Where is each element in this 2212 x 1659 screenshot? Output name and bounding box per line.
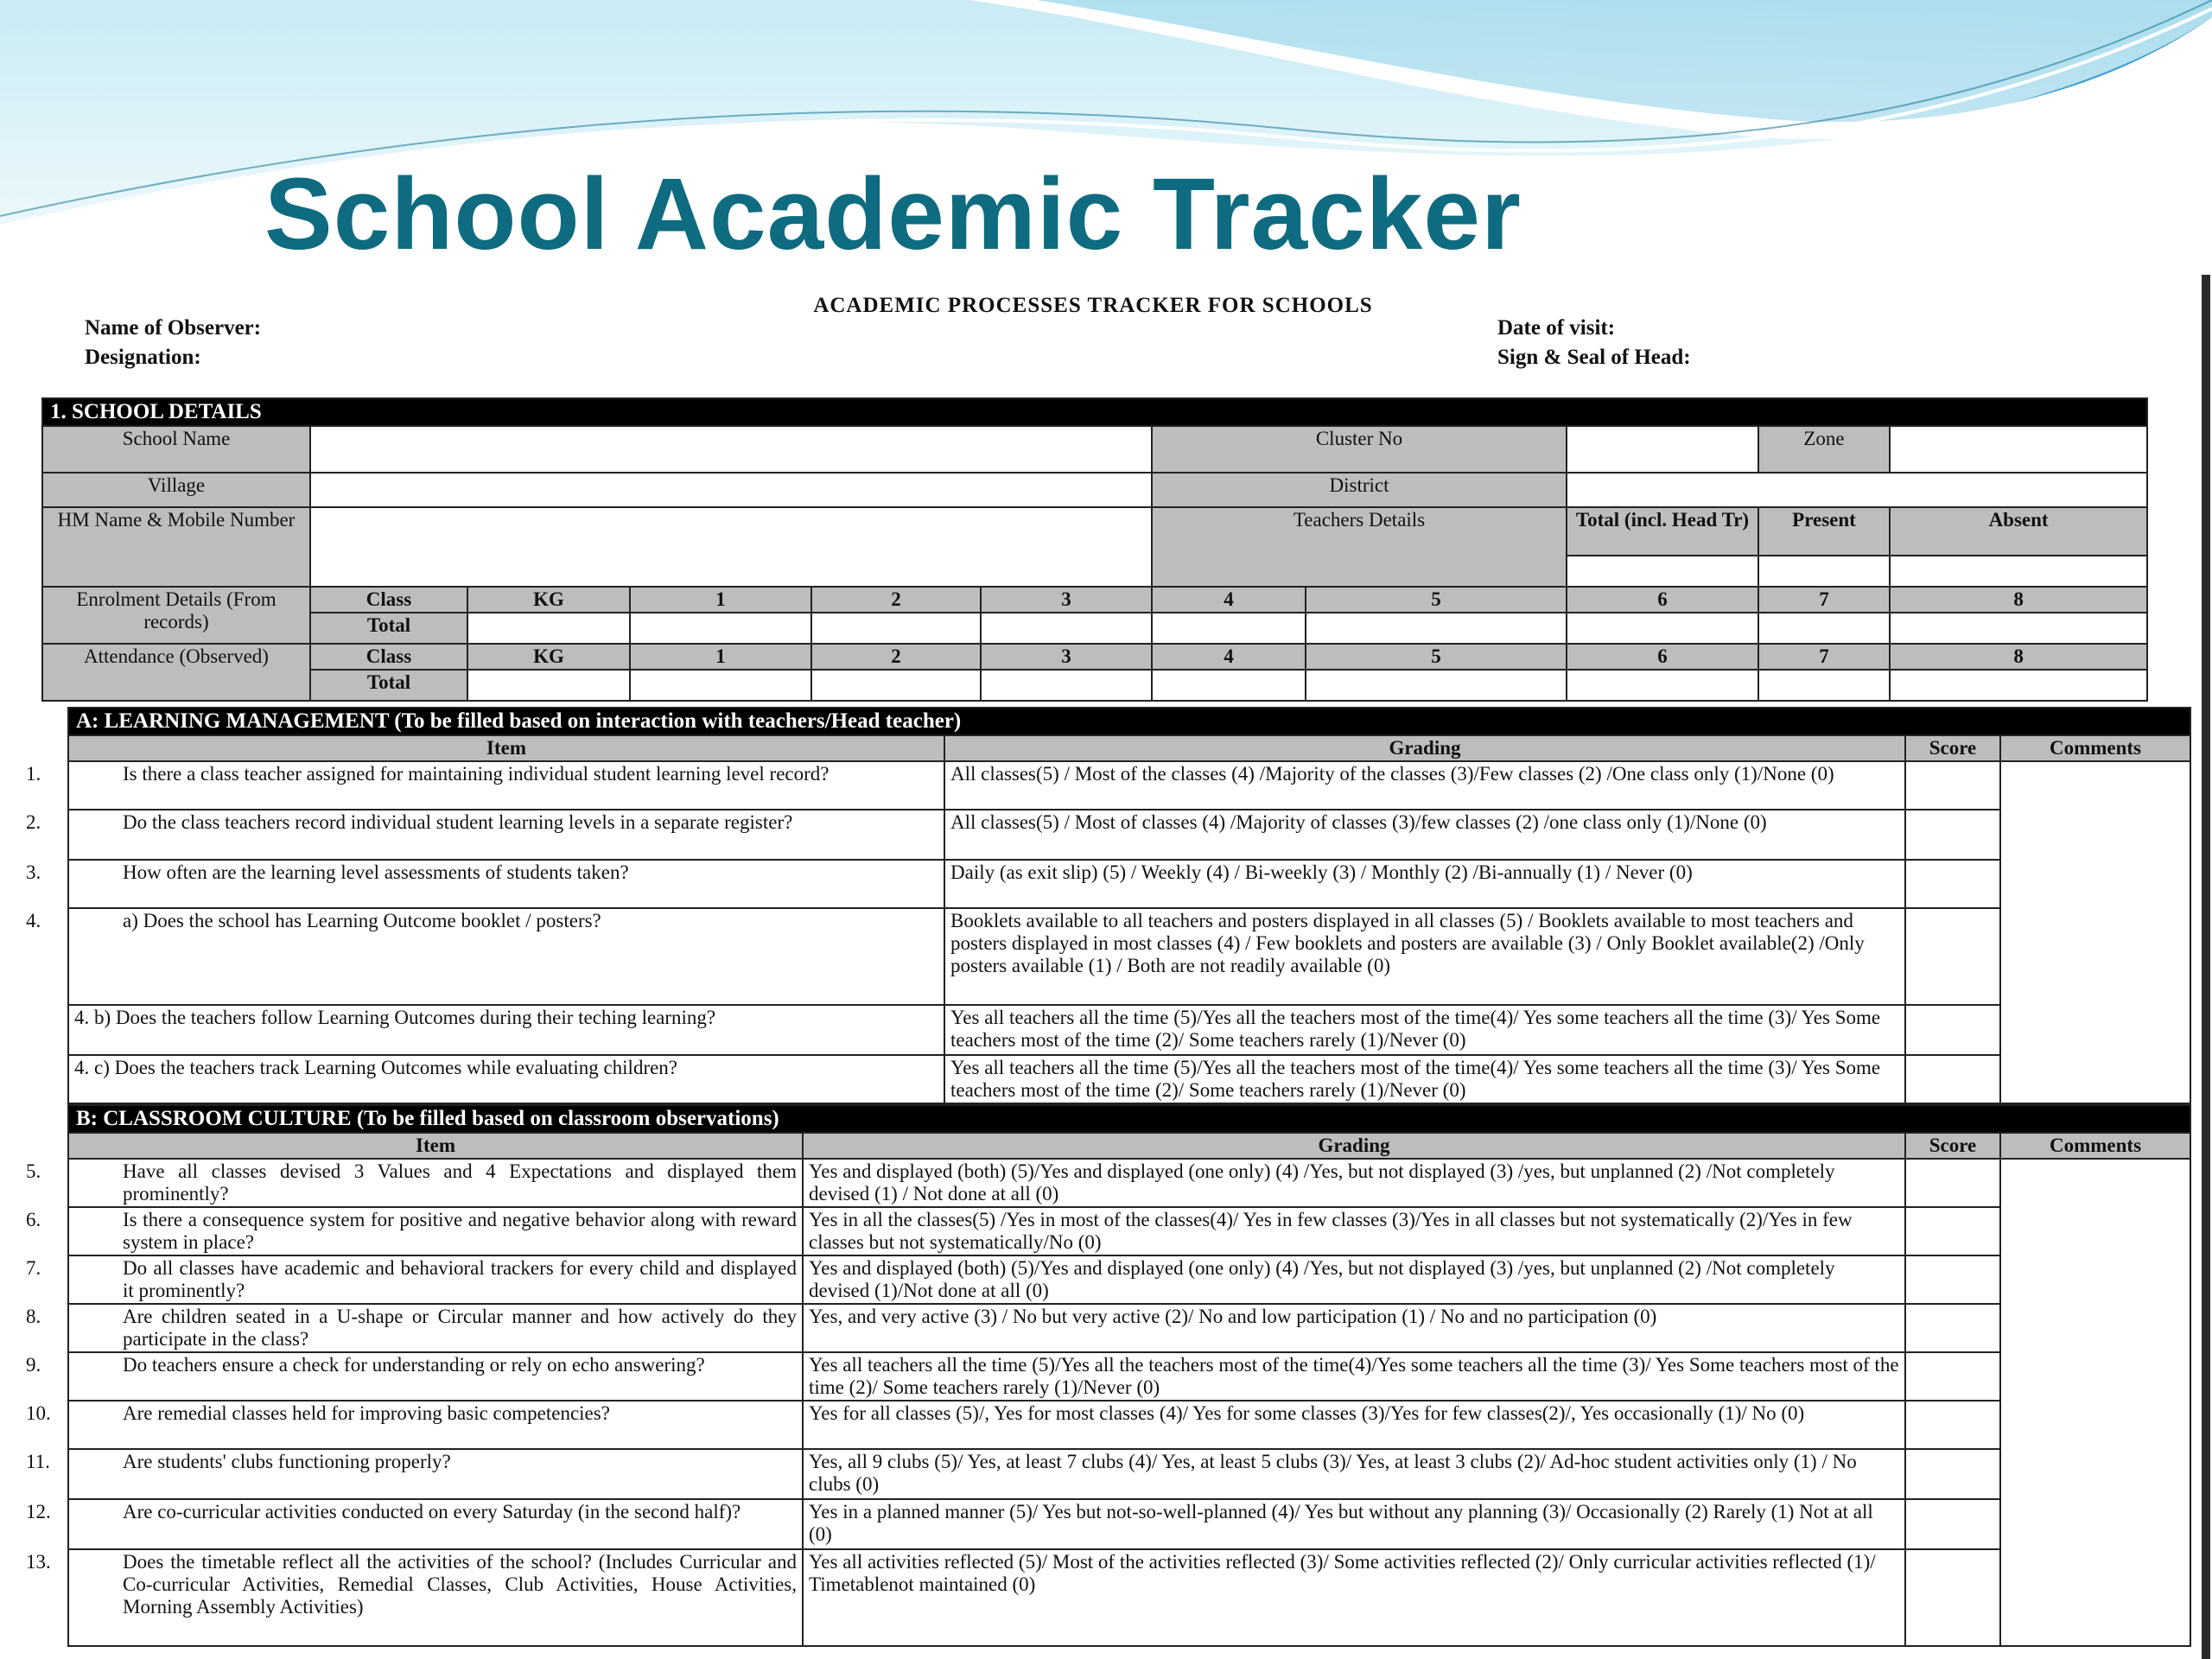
grading-text: Yes all activities reflected (5)/ Most of the activities reflected (3)/ Some activities reflected (2)/ Only curricular activities reflected (1)/ Timetablenot maintained (0): [803, 1549, 1905, 1646]
question-row: [26, 1499, 803, 1549]
question-number: 6.: [26, 1209, 41, 1230]
question-row: [26, 1352, 803, 1401]
question-row: [26, 1549, 803, 1646]
score-field[interactable]: [1905, 908, 2000, 1005]
enrol-class-1: 1: [630, 587, 811, 613]
question-row: [26, 1207, 803, 1255]
attend-class-5: 5: [1306, 644, 1567, 670]
section-b-heading: B: CLASSROOM CULTURE (To be filled based on classroom observations): [68, 1105, 2190, 1133]
question-number: 4.: [26, 910, 41, 931]
grading-text: Yes and displayed (both) (5)/Yes and displayed (one only) (4) /Yes, but not displayed (3) /yes, but unplanned (2) /Not completely devised (1) / Not done at all (0): [803, 1159, 1905, 1207]
question-number: 10.: [26, 1402, 51, 1424]
question-text: Does the timetable reflect all the activities of the school? (Includes Curricular and Co-curricular Activities, Remedial Classes, Club Activities, House Activities, Morning Assembly Activities): [123, 1551, 797, 1618]
attend-total-6[interactable]: [1567, 670, 1758, 701]
question-row: [26, 810, 944, 860]
enrol-total-4[interactable]: [1152, 613, 1306, 644]
grading-text: Yes in all the classes(5) /Yes in most of the classes(4)/ Yes in few classes (3)/Yes in all classes but not systematically (2)/Yes in few classes but not systematically/No (0): [803, 1207, 1905, 1255]
section-b-score-header: Score: [1905, 1133, 2000, 1159]
designation-label: Designation:: [85, 346, 201, 369]
school-name-field[interactable]: [310, 426, 1152, 473]
score-field[interactable]: [1905, 1401, 2000, 1449]
question-text: Are children seated in a U-shape or Circular manner and how actively do they participate in the class?: [123, 1306, 797, 1350]
section-b-item-header: Item: [68, 1133, 803, 1159]
question-text: How often are the learning level assessments of students taken?: [123, 861, 629, 883]
attend-class-1: 1: [630, 644, 811, 670]
comments-field[interactable]: [2000, 761, 2190, 1103]
enrol-class-8: 8: [1890, 587, 2147, 613]
question-text: Is there a consequence system for positive and negative behavior along with reward system in place?: [123, 1209, 797, 1253]
cluster-no-label: Cluster No: [1152, 426, 1567, 473]
attendance-total-label: Total: [310, 670, 467, 701]
section-a-score-header: Score: [1905, 735, 2000, 761]
question-text: Do all classes have academic and behavioral trackers for every child and displayed it prominently?: [123, 1257, 797, 1301]
question-number: 7.: [26, 1257, 41, 1279]
grading-text: Yes all teachers all the time (5)/Yes all the teachers most of the time(4)/Yes some teachers all the time (3)/ Yes Some teachers most of the time (2)/ Some teachers rarely (1)/Never (0): [803, 1352, 1905, 1401]
enrolment-class-label: Class: [310, 587, 467, 613]
grading-text: Yes, and very active (3) / No but very active (2)/ No and low participation (1) / No and no participation (0): [803, 1304, 1905, 1352]
question-text: Are co-curricular activities conducted on every Saturday (in the second half)?: [123, 1501, 741, 1522]
section-a-heading: A: LEARNING MANAGEMENT (To be filled based on interaction with teachers/Head teacher): [68, 708, 2190, 735]
attend-total-4[interactable]: [1152, 670, 1306, 701]
district-field[interactable]: [1567, 473, 2147, 507]
hm-name-label: HM Name & Mobile Number: [42, 507, 310, 587]
attend-class-4: 4: [1152, 644, 1306, 670]
question-row: [26, 1255, 803, 1304]
school-details-table: [41, 397, 2148, 702]
slide-title: School Academic Tracker: [264, 157, 1522, 271]
attend-total-3[interactable]: [981, 670, 1152, 701]
teachers-details-label: Teachers Details: [1152, 507, 1567, 587]
enrol-total-6[interactable]: [1567, 613, 1758, 644]
attendance-class-label: Class: [310, 644, 467, 670]
teacher-col-absent: Absent: [1890, 507, 2147, 556]
question-row: 4. b) Does the teachers follow Learning Outcomes during their teching learning?: [68, 1005, 944, 1055]
score-field[interactable]: [1905, 860, 2000, 908]
comments-field[interactable]: [2000, 1159, 2190, 1646]
question-row: [26, 908, 944, 1005]
question-text: Have all classes devised 3 Values and 4 Expectations and displayed them prominently?: [123, 1160, 797, 1205]
question-number: 2.: [26, 811, 41, 833]
section-a-item-header: Item: [68, 735, 944, 761]
enrol-total-5[interactable]: [1306, 613, 1567, 644]
score-field[interactable]: [1905, 1304, 2000, 1352]
attend-class-7: 7: [1758, 644, 1890, 670]
classroom-culture-table: [26, 1104, 2191, 1647]
question-number: 11.: [26, 1451, 50, 1472]
date-of-visit-label: Date of visit:: [1497, 316, 1616, 340]
section-b-grading-header: Grading: [803, 1133, 1905, 1159]
attend-class-2: 2: [811, 644, 981, 670]
zone-field[interactable]: [1890, 426, 2147, 473]
learning-management-table: [26, 707, 2191, 1104]
score-field[interactable]: [1905, 761, 2000, 810]
question-number: 3.: [26, 861, 41, 883]
score-field[interactable]: [1905, 1005, 2000, 1055]
question-text: a) Does the school has Learning Outcome booklet / posters?: [123, 910, 601, 931]
enrol-total-8[interactable]: [1890, 613, 2147, 644]
enrol-total-1[interactable]: [630, 613, 811, 644]
grading-text: Yes and displayed (both) (5)/Yes and displayed (one only) (4) /Yes, but not displayed (3) /yes, but unplanned (2) /Not completely devised (1)/Not done at all (0): [803, 1255, 1905, 1304]
district-label: District: [1152, 473, 1567, 507]
teacher-col-present: Present: [1758, 507, 1890, 556]
question-number: 1.: [26, 763, 41, 785]
question-row: [26, 761, 944, 810]
school-name-label: School Name: [42, 426, 310, 473]
enrol-class-2: 2: [811, 587, 981, 613]
attend-total-kg[interactable]: [467, 670, 630, 701]
score-field[interactable]: [1905, 1055, 2000, 1103]
enrol-total-2[interactable]: [811, 613, 981, 644]
score-field[interactable]: [1905, 1207, 2000, 1255]
teacher-col-total: Total (incl. Head Tr): [1567, 507, 1758, 556]
attend-class-6: 6: [1567, 644, 1758, 670]
grading-text: Yes all teachers all the time (5)/Yes all the teachers most of the time(4)/ Yes some teachers all the time (3)/ Yes Some teachers most of the time (2)/ Some teachers rarely (1)/Never (0): [944, 1055, 1905, 1103]
question-row: [26, 1159, 803, 1207]
enrol-class-kg: KG: [467, 587, 630, 613]
section-a-grading-header: Grading: [944, 735, 1905, 761]
score-field[interactable]: [1905, 1255, 2000, 1304]
teacher-present-field[interactable]: [1758, 556, 1890, 587]
document-title: ACADEMIC PROCESSES TRACKER FOR SCHOOLS: [813, 294, 1373, 317]
score-field[interactable]: [1905, 1549, 2000, 1646]
score-field[interactable]: [1905, 1159, 2000, 1207]
observer-label: Name of Observer:: [85, 316, 262, 340]
attend-total-5[interactable]: [1306, 670, 1567, 701]
attend-class-kg: KG: [467, 644, 630, 670]
question-number: 5.: [26, 1160, 41, 1182]
section-a-comments-header: Comments: [2000, 735, 2190, 761]
attend-total-2[interactable]: [811, 670, 981, 701]
grading-text: Yes, all 9 clubs (5)/ Yes, at least 7 clubs (4)/ Yes, at least 5 clubs (3)/ Yes, at least 3 clubs (2)/ Ad-hoc student activities only (1) / No clubs (0): [803, 1449, 1905, 1499]
teacher-total-field[interactable]: [1567, 556, 1758, 587]
question-number: 8.: [26, 1306, 41, 1327]
attend-total-8[interactable]: [1890, 670, 2147, 701]
enrolment-label: Enrolment Details (From records): [42, 587, 310, 644]
question-text: Do the class teachers record individual student learning levels in a separate register?: [123, 811, 793, 833]
attend-total-7[interactable]: [1758, 670, 1890, 701]
tracker-document: [0, 275, 2210, 1659]
question-row: [26, 1401, 803, 1449]
grading-text: Yes in a planned manner (5)/ Yes but not-so-well-planned (4)/ Yes but without any planning (3)/ Occasionally (2) Rarely (1) Not at all (0): [803, 1499, 1905, 1549]
question-text: Are students' clubs functioning properly?: [123, 1451, 451, 1472]
grading-text: All classes(5) / Most of classes (4) /Majority of classes (3)/few classes (2) /one class only (1)/None (0): [944, 810, 1905, 860]
question-number: 12.: [26, 1501, 51, 1522]
attend-total-1[interactable]: [630, 670, 811, 701]
grading-text: All classes(5) / Most of the classes (4) /Majority of the classes (3)/Few classes (2) /One class only (1)/None (0): [944, 761, 1905, 810]
village-label: Village: [42, 473, 310, 507]
score-field[interactable]: [1905, 1352, 2000, 1401]
zone-label: Zone: [1758, 426, 1890, 473]
school-details-heading: 1. SCHOOL DETAILS: [42, 398, 2147, 426]
enrol-total-7[interactable]: [1758, 613, 1890, 644]
attendance-label: Attendance (Observed): [42, 644, 310, 701]
teacher-absent-field[interactable]: [1890, 556, 2147, 587]
grading-text: Daily (as exit slip) (5) / Weekly (4) / Bi-weekly (3) / Monthly (2) /Bi-annually (1) / Never (0): [944, 860, 1905, 908]
question-text: Do teachers ensure a check for understanding or rely on echo answering?: [123, 1354, 705, 1376]
question-number: 9.: [26, 1354, 41, 1376]
score-field[interactable]: [1905, 1449, 2000, 1499]
question-row: [26, 1449, 803, 1499]
village-field[interactable]: [310, 473, 1152, 507]
grading-text: Yes for all classes (5)/, Yes for most classes (4)/ Yes for some classes (3)/Yes for few classes(2)/, Yes occasionally (1)/ No (0): [803, 1401, 1905, 1449]
question-row: [26, 860, 944, 908]
question-text: Is there a class teacher assigned for maintaining individual student learning level record?: [123, 763, 830, 785]
attend-class-3: 3: [981, 644, 1152, 670]
enrolment-total-label: Total: [310, 613, 467, 644]
enrol-total-3[interactable]: [981, 613, 1152, 644]
question-text: Are remedial classes held for improving basic competencies?: [123, 1402, 610, 1424]
enrol-class-3: 3: [981, 587, 1152, 613]
cluster-no-field[interactable]: [1567, 426, 1758, 473]
enrol-class-6: 6: [1567, 587, 1758, 613]
enrol-class-7: 7: [1758, 587, 1890, 613]
hm-name-field[interactable]: [310, 507, 1152, 587]
grading-text: Yes all teachers all the time (5)/Yes all the teachers most of the time(4)/ Yes some teachers all the time (3)/ Yes Some teachers most of the time (2)/ Some teachers rarely (1)/Never (0): [944, 1005, 1905, 1055]
score-field[interactable]: [1905, 810, 2000, 860]
grading-text: Booklets available to all teachers and posters displayed in all classes (5) / Booklets available to most teachers and posters displayed in most classes (4) / Few booklets and posters are available (3) / Only Booklet available(2) /Only posters available (1) / Both are not readily available (0): [944, 908, 1905, 1005]
sign-seal-label: Sign & Seal of Head:: [1497, 346, 1691, 369]
question-row: 4. c) Does the teachers track Learning Outcomes while evaluating children?: [68, 1055, 944, 1103]
section-b-comments-header: Comments: [2000, 1133, 2190, 1159]
enrol-class-4: 4: [1152, 587, 1306, 613]
score-field[interactable]: [1905, 1499, 2000, 1549]
enrol-total-kg[interactable]: [467, 613, 630, 644]
attend-class-8: 8: [1890, 644, 2147, 670]
question-number: 13.: [26, 1551, 51, 1573]
question-row: [26, 1304, 803, 1352]
enrol-class-5: 5: [1306, 587, 1567, 613]
